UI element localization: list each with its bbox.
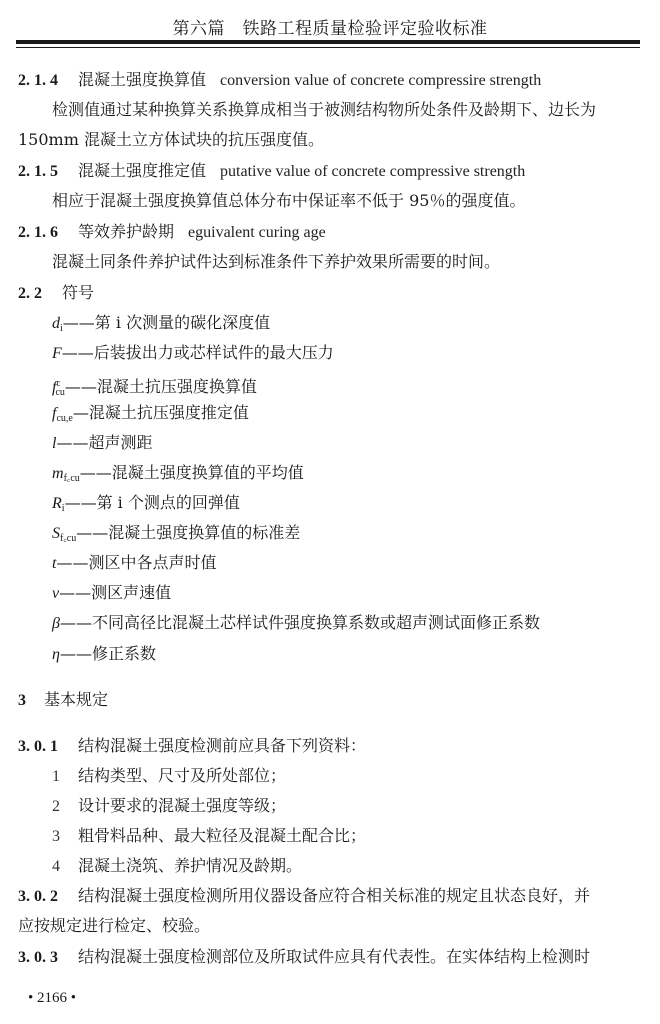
symbol-definition: ——后装拔出力或芯样试件的最大压力 xyxy=(61,343,334,362)
list-item xyxy=(52,826,366,847)
symbol-entry xyxy=(52,463,304,489)
clause-3-0-1 xyxy=(18,736,366,757)
symbol-entry xyxy=(52,433,152,454)
list-item-number: 3 xyxy=(52,828,60,845)
section-title-en: putative value of concrete compressive strength xyxy=(220,163,526,180)
symbol: $f^c_{cu}$ xyxy=(52,378,65,398)
section-title: 符号 xyxy=(62,283,95,302)
list-item xyxy=(52,766,286,787)
symbol-definition: ——混凝土抗压强度换算值 xyxy=(64,377,257,396)
symbol: $S_{f꜀cu}$ xyxy=(52,525,77,544)
section-number: 2. 1. 5 xyxy=(18,163,58,180)
section-number: 2. 1. 6 xyxy=(18,224,58,241)
list-item xyxy=(52,856,302,877)
section-title: 等效养护龄期 xyxy=(78,222,175,241)
chapter-3-heading xyxy=(18,690,108,711)
list-item-number: 1 xyxy=(52,768,60,785)
section-title: 混凝土强度换算值 xyxy=(78,70,207,89)
symbol: F xyxy=(52,345,62,362)
symbol-entry xyxy=(52,613,540,634)
page-number: • 2166 • xyxy=(28,990,77,1006)
symbol-definition: ——不同高径比混凝土芯样试件强度换算系数或超声测试面修正系数 xyxy=(59,613,540,632)
section-2-1-5-heading xyxy=(18,161,525,182)
header-rule-thick xyxy=(16,40,640,44)
symbol-definition: ——测区中各点声时值 xyxy=(56,553,217,572)
list-item-number: 2 xyxy=(52,798,60,815)
section-title: 混凝土强度推定值 xyxy=(78,161,207,180)
paragraph-line: 150mm 混凝土立方体试块的抗压强度值。 xyxy=(18,130,324,149)
symbol: v xyxy=(52,585,60,602)
clause-text: 结构混凝土强度检测部位及所取试件应具有代表性。在实体结构上检测时 xyxy=(78,947,591,966)
symbol: $f_{cu,e}$ xyxy=(52,405,73,424)
symbol-entry xyxy=(52,343,334,364)
chapter-title: 基本规定 xyxy=(44,690,109,709)
running-header: 第六篇 铁路工程质量检验评定验收标准 xyxy=(172,19,488,39)
symbol: $R_i$ xyxy=(52,495,65,514)
symbol-entry xyxy=(52,493,240,519)
paragraph-line: 相应于混凝土强度换算值总体分布中保证率不低于 95％的强度值。 xyxy=(52,191,526,210)
clause-text: 结构混凝土强度检测前应具备下列资料： xyxy=(78,736,367,755)
symbol: t xyxy=(52,555,57,572)
symbol-entry xyxy=(52,373,257,403)
header-rule-thin xyxy=(16,47,640,48)
symbol-entry xyxy=(52,553,216,574)
symbol-definition: ——混凝土强度换算值的标准差 xyxy=(76,523,301,542)
symbol-entry xyxy=(52,644,156,665)
symbol-entry xyxy=(52,313,270,339)
symbol-definition: ——第 i 个测点的回弹值 xyxy=(64,493,240,512)
symbol-definition: ——修正系数 xyxy=(59,644,156,663)
symbol-entry xyxy=(52,523,300,549)
symbol: $m_{f꜀cu}$ xyxy=(52,465,80,484)
section-number: 2. 1. 4 xyxy=(18,72,58,89)
symbol-definition: ——第 i 次测量的碳化深度值 xyxy=(62,313,271,332)
symbol: η xyxy=(52,646,60,663)
list-item-text: 结构类型、尺寸及所处部位； xyxy=(78,766,287,785)
chapter-number: 3 xyxy=(18,692,26,709)
symbol-definition: ——混凝土强度换算值的平均值 xyxy=(79,463,304,482)
section-2-2-heading xyxy=(18,283,94,304)
paragraph-line: 应按规定进行检定、校验。 xyxy=(18,916,211,935)
clause-number: 3. 0. 3 xyxy=(18,949,58,966)
symbol-definition: ——超声测距 xyxy=(56,433,153,452)
section-2-1-4-heading xyxy=(18,70,541,91)
clause-number: 3. 0. 1 xyxy=(18,738,58,755)
section-2-1-6-heading xyxy=(18,222,326,243)
symbol: β xyxy=(52,615,60,632)
symbol: $d_i$ xyxy=(52,315,63,334)
list-item-text: 设计要求的混凝土强度等级； xyxy=(78,796,287,815)
section-title-en: eguivalent curing age xyxy=(188,224,326,241)
section-title-en: conversion value of concrete compressire strength xyxy=(220,72,542,89)
section-number: 2. 2 xyxy=(18,285,42,302)
clause-text: 结构混凝土强度检测所用仪器设备应符合相关标准的规定且状态良好，并 xyxy=(78,886,591,905)
paragraph-line: 混凝土同条件养护试件达到标准条件下养护效果所需要的时间。 xyxy=(52,252,501,271)
list-item xyxy=(52,796,286,817)
list-item-text: 混凝土浇筑、养护情况及龄期。 xyxy=(78,856,303,875)
clause-number: 3. 0. 2 xyxy=(18,888,58,905)
symbol: l xyxy=(52,435,57,452)
paragraph-line: 检测值通过某种换算关系换算成相当于被测结构物所处条件及龄期下、边长为 xyxy=(52,100,597,119)
symbol-entry xyxy=(52,403,249,429)
symbol-entry xyxy=(52,583,171,604)
clause-3-0-3 xyxy=(18,947,590,968)
symbol-definition: —混凝土抗压强度推定值 xyxy=(72,403,249,422)
list-item-text: 粗骨料品种、最大粒径及混凝土配合比； xyxy=(78,826,367,845)
clause-3-0-2 xyxy=(18,886,590,907)
list-item-number: 4 xyxy=(52,858,60,875)
symbol-definition: ——测区声速值 xyxy=(59,583,172,602)
